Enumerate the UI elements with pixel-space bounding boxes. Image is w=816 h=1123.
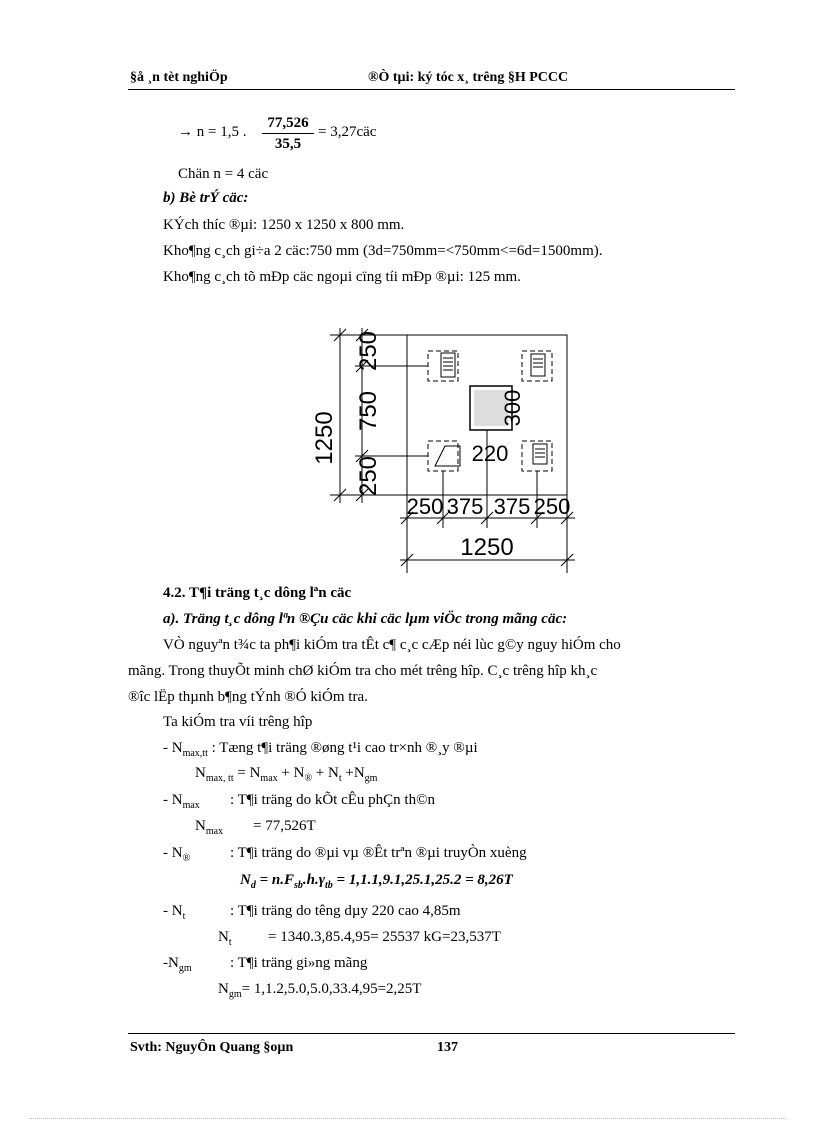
nmax-val-symbol: N	[195, 818, 206, 834]
header-rule	[128, 89, 735, 90]
dim-375-right: 375	[493, 494, 531, 519]
paragraph-line-3: ®îc lËp thµnh b¶ng tÝnh ®Ó kiÓm tra.	[128, 689, 368, 705]
dim-total-vertical: 1250	[311, 411, 338, 465]
nt-line	[163, 903, 185, 922]
nt-value-line	[218, 929, 232, 948]
f1-sub5: gm	[364, 773, 378, 784]
header-right: ®Ò tµi: ký tóc x¸ trêng §H PCCC	[368, 70, 569, 85]
nmax-sub: max	[182, 800, 200, 811]
footer-rule	[128, 1033, 735, 1034]
nt-sub: t	[182, 911, 186, 922]
nd-desc: : T¶i träng do ®µi vµ ®Êt trªn ®µi truyÒn xuèng	[230, 845, 527, 861]
pile-icon-4	[533, 444, 547, 464]
dim-250-left: 250	[406, 494, 444, 519]
ngm-val-symbol: N	[218, 981, 229, 997]
column-label-vertical: 300	[500, 389, 525, 427]
nt-desc: : T¶i träng do têng dµy 220 cao 4,85m	[230, 903, 461, 919]
ngm-symbol: -N	[163, 955, 179, 971]
nmax-line	[163, 792, 200, 811]
eq-fraction	[262, 114, 314, 153]
pile-icon-3	[435, 446, 460, 466]
nmaxtt-symbol: - N	[163, 740, 183, 756]
nt-value: = 1340.3,85.4,95= 25537 kG=23,537T	[268, 929, 501, 945]
nd-f-sub2: sb	[294, 880, 303, 891]
nd-f-sub3: tb	[325, 880, 333, 891]
pile-layout-drawing	[300, 318, 600, 580]
check-case: Ta kiÓm tra víi trêng hîp	[163, 714, 313, 730]
pile-spacing: Kho¶ng c¸ch gi÷a 2 cäc:750 mm (3d=750mm=<750mm<=6d=1500mm).	[163, 243, 603, 259]
nmax-symbol: - N	[163, 792, 183, 808]
nd-line	[163, 845, 190, 864]
nmaxtt-line	[163, 740, 478, 759]
bottom-dotted-border	[30, 1118, 786, 1119]
nd-f-d: = 1,1.1,9.1,25.1,25.2 = 8,26T	[332, 872, 513, 888]
dim-375-left: 375	[446, 494, 484, 519]
dim-middle: 750	[355, 390, 382, 432]
nd-f-a: N	[240, 872, 251, 888]
eq-lhs: → n = 1,5 .	[178, 124, 247, 140]
eq-denominator: 35,5	[274, 136, 302, 152]
eq-numerator: 77,526	[267, 115, 309, 131]
f1-e: +N	[341, 765, 365, 781]
page-number: 137	[437, 1040, 458, 1055]
nd-f-c: .h.γ	[302, 872, 325, 888]
f1-a: N	[195, 765, 206, 781]
nmax-desc: : T¶i träng do kÕt cÊu phÇn th©n	[230, 792, 435, 808]
header-left: §å ¸n tèt nghiÖp	[130, 70, 228, 85]
nd-f-sub: d	[250, 880, 256, 891]
dim-250-right: 250	[533, 494, 571, 519]
f1-b: = N	[233, 765, 261, 781]
nmaxtt-desc: : Tæng t¶i träng ®øng t¹i cao tr×nh ®¸y ®µi	[211, 740, 478, 756]
ngm-value: = 1,1.2,5.0,5.0,33.4,95=2,25T	[241, 981, 422, 997]
f1-sub3: ®	[304, 773, 313, 784]
ngm-sub: gm	[178, 963, 192, 974]
pile-icon-1	[441, 353, 455, 377]
nmaxtt-sub: max,tt	[182, 748, 208, 759]
ngm-desc: : T¶i träng gi»ng mãng	[230, 955, 368, 971]
f1-d: + N	[312, 765, 339, 781]
edge-distance: Kho¶ng c¸ch tõ mÐp cäc ngoµi cïng tíi mÐp ®µi: 125 mm.	[163, 269, 521, 285]
formula-1	[195, 765, 377, 784]
nmax-value-line	[195, 818, 223, 837]
dim-bottom: 250	[355, 455, 382, 497]
ngm-val-sub: gm	[228, 989, 242, 1000]
nd-symbol: - N	[163, 845, 183, 861]
paragraph-line-1: VÒ nguyªn t¾c ta ph¶i kiÓm tra tÊt c¶ c¸c cÆp néi lùc g©y nguy hiÓm cho	[163, 637, 621, 653]
nt-val-sub: t	[228, 937, 232, 948]
section-a-heading: a). Träng t¸c dông lªn ®Çu cäc khi cäc lµm viÖc trong mãng cäc:	[163, 611, 568, 627]
nd-sub: ®	[182, 853, 191, 864]
eq-fraction-bar	[262, 133, 314, 134]
f1-c: + N	[277, 765, 305, 781]
nd-formula	[240, 872, 513, 891]
f1-sub4: t	[338, 773, 342, 784]
nt-val-symbol: N	[218, 929, 229, 945]
nd-f-b: = n.F	[255, 872, 294, 888]
f1-sub1: max, tt	[205, 773, 234, 784]
foundation-size: KÝch thíc ®µi: 1250 x 1250 x 800 mm.	[163, 217, 405, 233]
nmax-val-sub: max	[205, 826, 224, 837]
pile-icon-2	[531, 354, 545, 376]
choose-n: Chän n = 4 cäc	[178, 166, 269, 182]
section-b-heading: b) Bè trÝ cäc:	[163, 190, 249, 206]
nt-symbol: - N	[163, 903, 183, 919]
footer-author: Svth: NguyÔn Quang §oµn	[130, 1040, 294, 1055]
column-label-horizontal: 220	[471, 441, 509, 466]
paragraph-line-2: mãng. Trong thuyÕt minh chØ kiÓm tra cho mét trêng hîp. C¸c trêng hîp kh¸c	[128, 663, 598, 679]
nmax-value: = 77,526T	[253, 818, 316, 834]
dim-total-horizontal: 1250	[460, 534, 514, 561]
f1-sub2: max	[260, 773, 278, 784]
section-4-2-heading: 4.2. T¶i träng t¸c dông lªn cäc	[163, 585, 352, 601]
ngm-value-line	[218, 981, 421, 1000]
eq-rhs: = 3,27cäc	[318, 124, 377, 140]
ngm-line	[163, 955, 192, 974]
dim-top: 250	[355, 330, 382, 372]
